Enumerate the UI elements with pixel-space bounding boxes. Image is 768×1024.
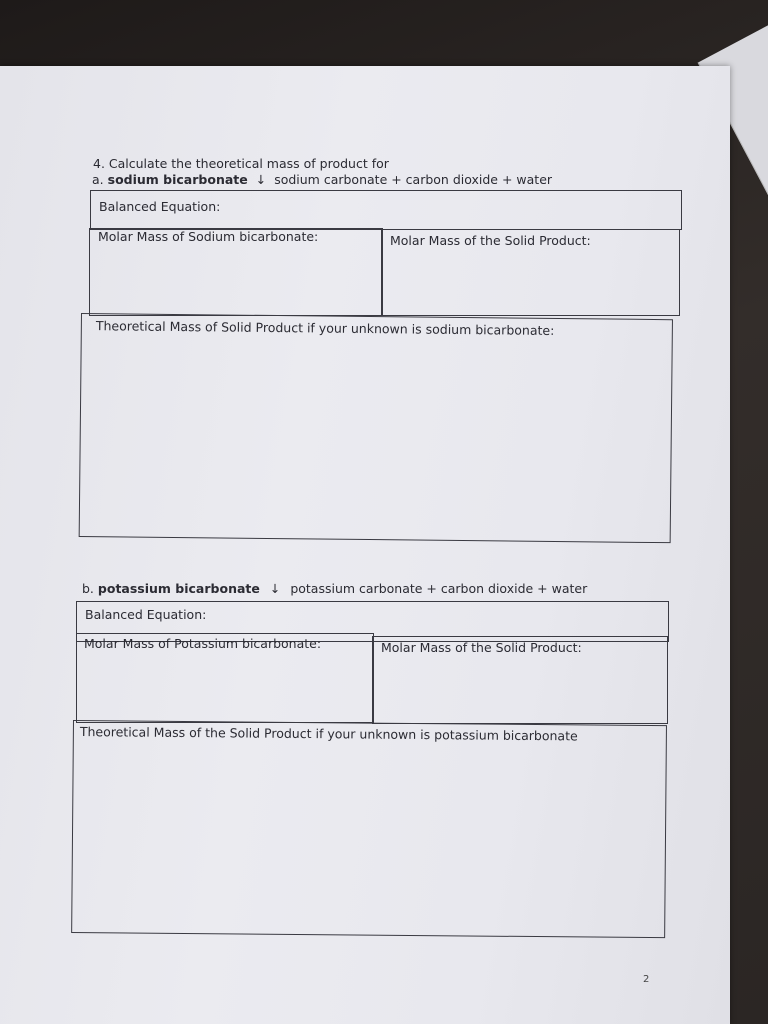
part-b-molar-mass-reactant-box bbox=[76, 633, 374, 723]
part-b-products: potassium carbonate + carbon dioxide + water bbox=[290, 581, 588, 596]
part-a-theoretical-box bbox=[79, 313, 673, 543]
part-b-reactant: potassium bicarbonate bbox=[97, 581, 260, 596]
part-a-molar-mass-product-label: Molar Mass of the Solid Product: bbox=[390, 233, 591, 248]
part-a-molar-mass-reactant-label: Molar Mass of Sodium bicarbonate: bbox=[98, 229, 319, 244]
part-a-balanced-box bbox=[90, 190, 682, 230]
part-b-theoretical-box bbox=[71, 720, 667, 938]
part-b-molar-mass-product-label: Molar Mass of the Solid Product: bbox=[381, 640, 582, 655]
part-a-arrow-icon: ↓ bbox=[255, 172, 267, 187]
part-a-theoretical-label: Theoretical Mass of Solid Product if your unknown is sodium bicarbonate: bbox=[95, 318, 555, 338]
page-number: 2 bbox=[643, 974, 650, 985]
part-a-label: a. bbox=[92, 172, 104, 187]
part-b-molar-mass-reactant-label: Molar Mass of Potassium bicarbonate: bbox=[84, 636, 322, 651]
part-a-molar-mass-reactant-box bbox=[89, 228, 383, 316]
part-b-balanced-label: Balanced Equation: bbox=[85, 607, 207, 622]
part-a-header bbox=[92, 172, 552, 187]
part-b-theoretical-label: Theoretical Mass of the Solid Product if your unknown is potassium bicarbonate bbox=[79, 724, 578, 744]
question-title: 4. Calculate the theoretical mass of product for bbox=[93, 156, 389, 171]
part-b-label: b. bbox=[82, 581, 94, 596]
part-b-arrow-icon: ↓ bbox=[269, 581, 281, 596]
part-b-molar-mass-product-box bbox=[372, 636, 668, 724]
part-a-molar-mass-product-box bbox=[381, 229, 680, 316]
part-a-products: sodium carbonate + carbon dioxide + water bbox=[274, 172, 553, 187]
part-a-balanced-label: Balanced Equation: bbox=[99, 199, 221, 214]
part-b-header bbox=[82, 581, 587, 596]
part-a-reactant: sodium bicarbonate bbox=[107, 172, 248, 187]
